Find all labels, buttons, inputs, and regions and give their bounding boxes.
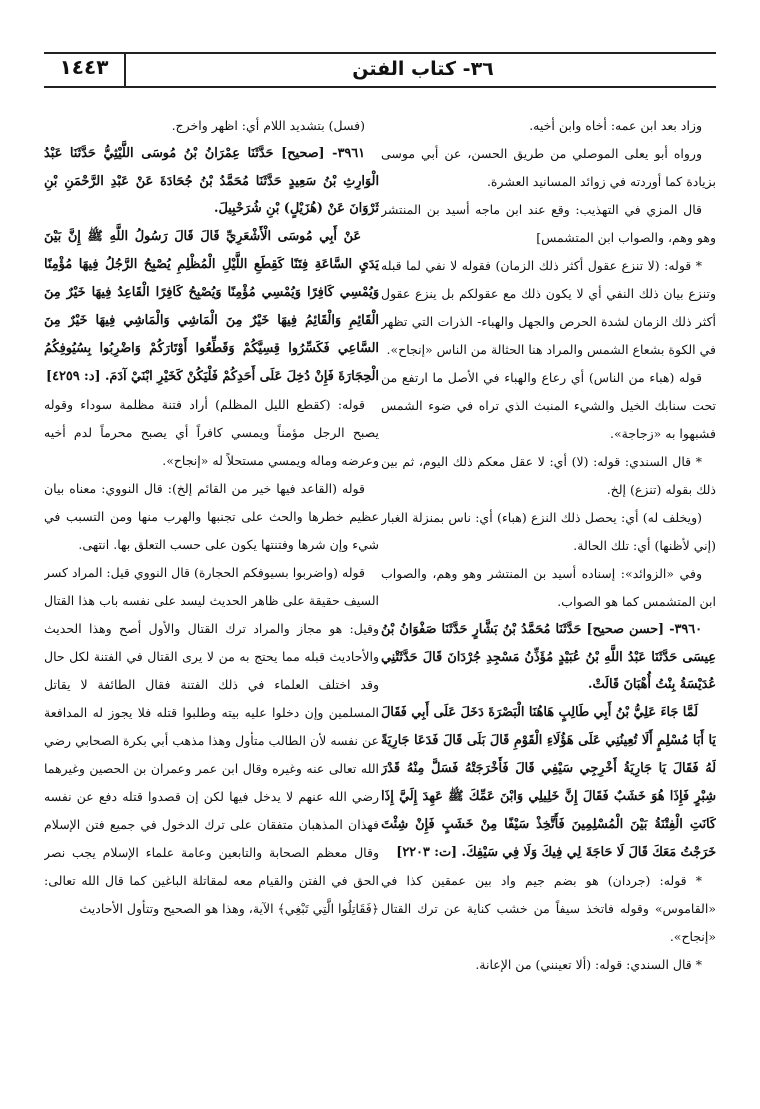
paragraph: (فسل) بتشديد اللام أي: اظهر واخرج. [171, 118, 365, 133]
paragraph: وفي «الزوائد»: إسناده أسيد بن المنتشر وهو وهم، والصواب ابن المتشمس كما هو الصواب. [381, 566, 716, 609]
commentary-note: قوله: (كقطع الليل المظلم) أراد فتنة مظلمة سوداء وقوله يصبح الرجل مؤمناً ويمسي كافراً أي يصبح محرماً لدم أخيه وعرضه وماله ويمسي مستحلاً له «إنجاح». [44, 396, 379, 468]
hadith-matn: لَمَّا جَاءَ عَلِيُّ بْنُ أَبِي طَالِبٍ هَاهُنَا الْبَصْرَةَ دَخَلَ عَلَى أَبِي فَقَالَ يَا أَبَا مُسْلِمٍ أَلَا تُعِينُنِي عَلَى هَؤُلَاءِ الْقَوْمِ قَالَ بَلَى قَالَ فَدَعَا جَارِيَةً لَهُ فَقَالَ يَا جَارِيَةُ أَخْرِجِي سَيْفِي قَالَ فَأَخْرَجَتْهُ فَسَلَّ مِنْهُ قَدْرَ شِبْرٍ فَإِذَا هُوَ خَشَبٌ فَقَالَ إِنَّ خَلِيلِي وَابْنَ عَمِّكَ ﷺ عَهِدَ إِلَيَّ إِذَا كَانَتِ الْفِتْنَةُ بَيْنَ الْمُسْلِمِينَ فَأَتَّخِذْ سَيْفًا مِنْ خَشَبٍ فَإِنْ شِئْتَ خَرَجْتُ مَعَكَ قَالَ لَا حَاجَةَ لِي فِيكَ وَلَا فِي سَيْفِكَ. [ت: ٢٢٠٣] [381, 704, 716, 860]
header-separator [124, 52, 126, 88]
hadith-matn: عَنْ أَبِي مُوسَى الْأَشْعَرِيِّ قَالَ قَالَ رَسُولُ اللَّهِ ﷺ إِنَّ بَيْنَ يَدَيِ السَّاعَةِ فِتَنًا كَقِطَعِ اللَّيْلِ الْمُظْلِمِ يُصْبِحُ الرَّجُلُ فِيهَا مُؤْمِنًا وَيُمْسِي كَافِرًا وَيُمْسِي مُؤْمِنًا وَيُصْبِحُ كَافِرًا الْقَاعِدُ فِيهَا خَيْرٌ مِنَ الْقَائِمِ وَالْقَائِمُ فِيهَا خَيْرٌ مِنَ الْمَاشِي وَالْمَاشِي فِيهَا خَيْرٌ مِنَ السَّاعِي فَكَسِّرُوا قِسِيَّكُمْ وَقَطِّعُوا أَوْتَارَكُمْ وَاضْرِبُوا بِسُيُوفِكُمُ الْحِجَارَةَ فَإِنْ دُخِلَ عَلَى أَحَدِكُمْ فَلْيَكُنْ كَخَيْرِ ابْنَيْ آدَمَ. [د: ٤٢٥٩] [44, 228, 379, 384]
commentary-note: * قوله: (جردان) هو بضم جيم واد بين عمقين كذا في «القاموس» وقوله فاتخذ سيفاً من خشب كناية عن ترك القتال «إنجاح». [381, 872, 716, 944]
hadith-isnad: ٣٩٦٠- [حسن صحيح] حَدَّثَنَا مُحَمَّدُ بْنُ بَشَّارٍ حَدَّثَنَا صَفْوَانُ بْنُ عِيسَى حَدَّثَنَا عَبْدُ اللَّهِ بْنُ عُبَيْدٍ مُؤَذِّنُ مَسْجِدِ جُرْدَانَ قَالَ حَدَّثَتْنِي عُدَيْسَةُ بِنْتُ أُهْبَانَ قَالَتْ. [381, 622, 716, 692]
header-rule-top [44, 52, 716, 54]
paragraph: قوله (هباء من الناس) أي رعاع والهباء في الأصل ما ارتفع من تحت سنابك الخيل والشيء المنبث الذي تراه في ضوء الشمس فشبهوا به «زجاجة». [381, 370, 716, 441]
commentary-note: * قوله: (لا تنزع عقول أكثر ذلك الزمان) فقوله لا نفي لما قبله وتنزع بيان ذلك النفي أي لا يكون ذلك مع عقولكم بل ينزع عقول أكثر ذلك الزمان لشدة الحرص والجهل والهباء- الذرات التي تظهر في الكوة بشعاع الشمس والمراد هنا الحثالة من الناس «إنجاح». [381, 258, 716, 357]
paragraph: قال المزي في التهذيب: وقع عند ابن ماجه أسيد بن المنتشر وهو وهم، والصواب ابن المتشمس] [381, 202, 716, 245]
page-number: ١٤٤٣ [59, 55, 109, 79]
header-rule-bottom [44, 86, 716, 88]
paragraph: وزاد بعد ابن عمه: أخاه وابن أخيه. [529, 118, 702, 133]
paragraph: ورواه أبو يعلى الموصلي من طريق الحسن، عن أبي موسى بزيادة كما أوردته في زوائد المسانيد العشرة. [381, 146, 716, 189]
running-title: ٣٦- كتاب الفتن [352, 58, 494, 80]
commentary-note: قوله (واضربوا بسيوفكم الحجارة) قال النووي قيل: المراد كسر السيف حقيقة على ظاهر الحديث ليسد على نفسه باب هذا القتال وقيل: هو مجاز والمراد ترك القتال والأول أصح وهذا الحديث والأحاديث قبله مما يحتج به من لا يرى القتال في الفتنة لكل حال وقد اختلف العلماء في ذلك الفتنة فقال الطائفة لا يقاتل المسلمين وإن دخلوا عليه بيته وطلبوا قتله فلا يجوز له المدافعة عن نفسه لأن الطالب متأول وهذا مذهب أبي بكرة الصحابي رضي الله تعالى عنه وغيره وقال ابن عمر وعمران بن الحصين وغيرهما رضي الله عنهم لا يدخل فيها لكن إن قصدوا قتله دفع عن نفسه فهذان المذهبان متفقان على ترك الدخول في جميع فتن الإسلام وقال معظم الصحابة والتابعين وعامة علماء الإسلام يجب نصر الحق في الفتن والقيام معه لمقاتلة الباغين كما قال الله تعالى: ﴿فَقَاتِلُوا الَّتِي تَبْغِي﴾ الآية، وهذا هو الصحيح وتتأول الأحاديث [44, 564, 379, 916]
commentary-note: * قال السندي: قوله: (لا) أي: لا عقل معكم ذلك اليوم، ثم بين ذلك بقوله (تنزع) إلخ. [381, 454, 716, 497]
right-column [381, 112, 716, 1097]
paragraph: (ويخلف له) أي: يحصل ذلك النزع (هباء) أي: ناس بمنزلة الغبار (إني لأظنها) أي: تلك الحالة. [381, 510, 716, 553]
hadith-isnad: ٣٩٦١- [صحيح] حَدَّثَنَا عِمْرَانُ بْنُ مُوسَى اللَّيْثِيُّ حَدَّثَنَا عَبْدُ الْوَارِثِ بْنُ سَعِيدٍ حَدَّثَنَا مُحَمَّدُ بْنُ جُحَادَةَ عَنْ عَبْدِ الرَّحْمَنِ بْنِ ثَرْوَانَ عَنْ (هُزَيْلٍ) بْنِ شُرَحْبِيلَ. [44, 146, 379, 216]
commentary-note: * قال السندي: قوله: (ألا تعينني) من الإعانة. [475, 956, 702, 972]
commentary-note: قوله (القاعد فيها خير من القائم إلخ): قال النووي: معناه بيان عظيم خطرها والحث على تجنبها والهرب منها ومن التسبب في شيء وإن شرها وفتنتها يكون على حسب التعلق بها. انتهى. [44, 480, 379, 552]
left-column [44, 112, 379, 1097]
